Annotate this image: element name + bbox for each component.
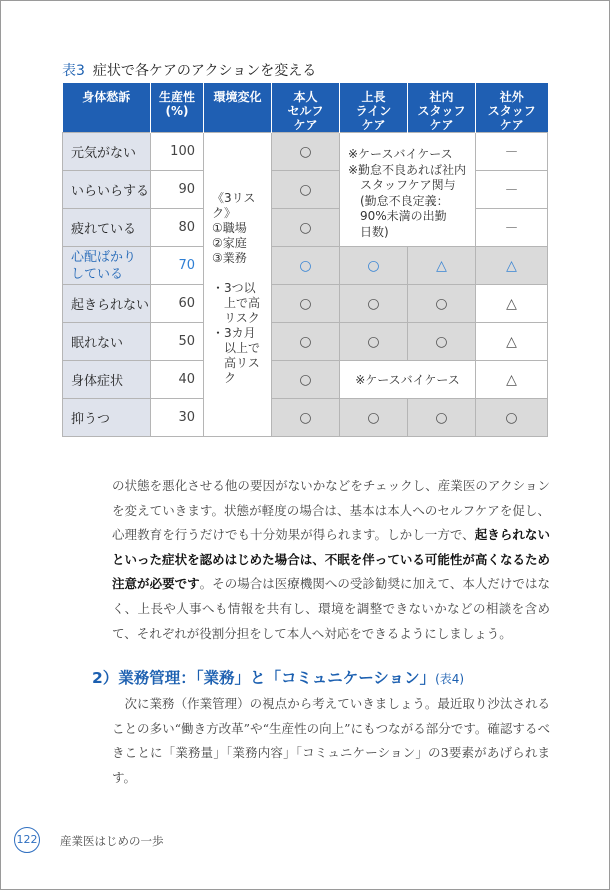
external-care-cell: － bbox=[476, 171, 548, 209]
productivity-cell: 70 bbox=[151, 247, 204, 285]
care-action-table bbox=[62, 83, 548, 437]
table-row bbox=[63, 133, 548, 171]
table-row-highlighted bbox=[63, 247, 548, 285]
table-row bbox=[63, 171, 548, 209]
external-care-cell: ○ bbox=[476, 399, 548, 437]
symptom-cell: いらいらする bbox=[63, 171, 151, 209]
line-care-cell: ○ bbox=[340, 323, 408, 361]
internal-care-cell: ○ bbox=[408, 285, 476, 323]
line-care-cell: ○ bbox=[340, 285, 408, 323]
line-care-cell: ○ bbox=[340, 399, 408, 437]
symptom-cell: 心配ばかり している bbox=[63, 247, 151, 285]
table-row bbox=[63, 399, 548, 437]
table-label: 表3 bbox=[62, 63, 85, 79]
table-row bbox=[63, 209, 548, 247]
emphasized-text: 起きられないといった症状を認めはじめた場合は、不眠を伴っている可能性が高くなるため注意が必要です bbox=[112, 527, 550, 592]
self-care-cell: ○ bbox=[272, 247, 340, 285]
productivity-cell: 80 bbox=[151, 209, 204, 247]
productivity-cell: 60 bbox=[151, 285, 204, 323]
header-internal-staff-care: 社内 スタッフ ケア bbox=[408, 83, 476, 133]
body-paragraph-2: 次に業務（作業管理）の視点から考えていきましょう。最近取り沙汰されることの多い“働き方改革”や“生産性の向上”にもつながる部分です。確認するべきことに「業務量」「業務内容」「コミュニケーション」の3要素があげられます。 bbox=[112, 696, 550, 785]
symptom-cell: 起きられない bbox=[63, 285, 151, 323]
self-care-cell: ○ bbox=[272, 361, 340, 399]
symptom-cell: 身体症状 bbox=[63, 361, 151, 399]
productivity-cell: 100 bbox=[151, 133, 204, 171]
productivity-cell: 30 bbox=[151, 399, 204, 437]
section-heading-text: 2）業務管理：「業務」と「コミュニケーション」 bbox=[92, 669, 436, 687]
internal-care-cell: ○ bbox=[408, 323, 476, 361]
case-by-case-note: ※ケースバイケース ※勤怠不良あれば社内 スタッフケア関与 (勤怠不良定義： 90%未満の出勤 日数) bbox=[340, 133, 476, 247]
header-symptom: 身体愁訴 bbox=[63, 83, 151, 133]
self-care-cell: ○ bbox=[272, 133, 340, 171]
self-care-cell: ○ bbox=[272, 323, 340, 361]
internal-care-cell: ○ bbox=[408, 399, 476, 437]
header-environment: 環境変化 bbox=[204, 83, 272, 133]
table-caption bbox=[62, 60, 316, 80]
header-self-care: 本人 セルフ ケア bbox=[272, 83, 340, 133]
external-care-cell: △ bbox=[476, 285, 548, 323]
external-care-cell: △ bbox=[476, 247, 548, 285]
table-header-row bbox=[63, 83, 548, 133]
self-care-cell: ○ bbox=[272, 209, 340, 247]
productivity-cell: 90 bbox=[151, 171, 204, 209]
external-care-cell: △ bbox=[476, 323, 548, 361]
table-title: 症状で各ケアのアクションを変える bbox=[92, 63, 317, 79]
self-care-cell: ○ bbox=[272, 285, 340, 323]
symptom-cell: 抑うつ bbox=[63, 399, 151, 437]
productivity-cell: 40 bbox=[151, 361, 204, 399]
paragraph-text: 。その場合は医療機関への受診勧奨に加えて、本人だけではなく、上長や人事へも情報を共有し、環境を調整できないかなどの相談を含めて、それぞれが役割分担をして本人へ対応をできるようにしましょう。 bbox=[112, 576, 550, 641]
table-row bbox=[63, 285, 548, 323]
header-productivity: 生産性 (%) bbox=[151, 83, 204, 133]
body-paragraph-1 bbox=[112, 474, 550, 646]
header-external-staff-care: 社外 スタッフ ケア bbox=[476, 83, 548, 133]
symptom-cell: 元気がない bbox=[63, 133, 151, 171]
internal-care-cell: △ bbox=[408, 247, 476, 285]
case-by-case-note-2: ※ケースバイケース bbox=[340, 361, 476, 399]
productivity-cell: 50 bbox=[151, 323, 204, 361]
external-care-cell: － bbox=[476, 209, 548, 247]
section-heading bbox=[92, 666, 464, 688]
self-care-cell: ○ bbox=[272, 171, 340, 209]
section-table-reference: (表4) bbox=[435, 672, 465, 686]
table-row bbox=[63, 361, 548, 399]
paragraph-text: の状態を悪化させる他の要因がないかなどをチェックし、産業医のアクションを変えていきます。状態が軽度の場合は、基本は本人へのセルフケアを促し、心理教育を行うだけでも十分効果が得られます。しかし一方で、 bbox=[112, 478, 550, 543]
table-row bbox=[63, 323, 548, 361]
symptom-cell: 眠れない bbox=[63, 323, 151, 361]
page-number: 122 bbox=[14, 827, 40, 853]
environment-risk-note: 《3リスク》 ①職場 ②家庭 ③業務 ・3つ以 上で高 リスク ・3カ月 以上で 高リス ク bbox=[204, 133, 272, 437]
header-line-care: 上長 ライン ケア bbox=[340, 83, 408, 133]
line-care-cell: ○ bbox=[340, 247, 408, 285]
symptom-cell: 疲れている bbox=[63, 209, 151, 247]
external-care-cell: － bbox=[476, 133, 548, 171]
self-care-cell: ○ bbox=[272, 399, 340, 437]
book-title: 産業医はじめの一歩 bbox=[60, 834, 164, 848]
external-care-cell: △ bbox=[476, 361, 548, 399]
